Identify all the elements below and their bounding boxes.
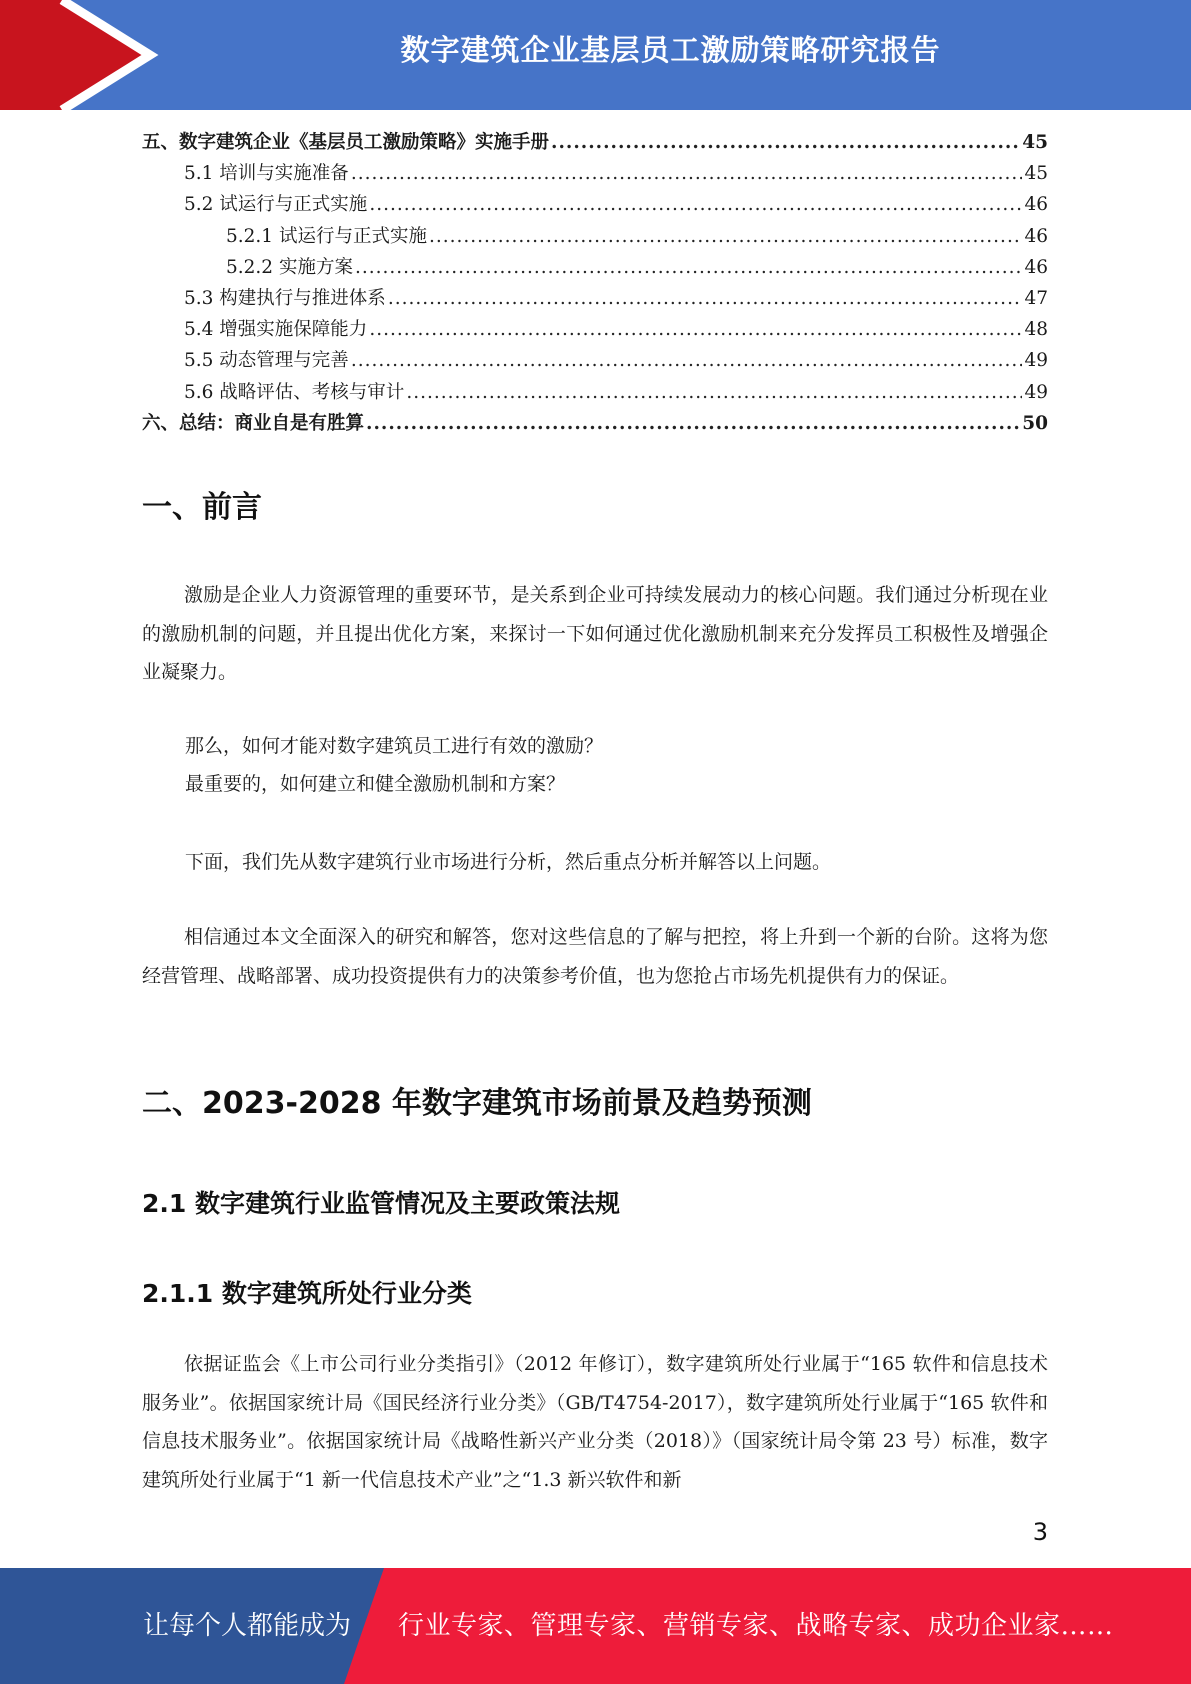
toc-entry[interactable] xyxy=(142,409,1048,440)
toc-entry-page: 46 xyxy=(1024,256,1048,278)
page-number: 3 xyxy=(1032,1518,1048,1546)
toc-entry[interactable] xyxy=(142,190,1048,221)
toc-entry-page: 49 xyxy=(1024,350,1048,372)
toc-entry-page: 45 xyxy=(1024,163,1048,185)
toc-entry-page: 46 xyxy=(1024,194,1048,216)
toc-entry-title: 5.2.2 实施方案 xyxy=(226,256,353,278)
toc-entry[interactable] xyxy=(142,315,1048,346)
toc-entry[interactable] xyxy=(142,378,1048,409)
toc-entry-title: 5.3 构建执行与推进体系 xyxy=(184,287,386,309)
toc-entry-page: 48 xyxy=(1024,319,1048,341)
preface-question-1: 那么，如何才能对数字建筑员工进行有效的激励？ xyxy=(185,735,604,757)
subsection-heading-2-1-1: 2.1.1 数字建筑所处行业分类 xyxy=(142,1279,472,1308)
toc-entry[interactable] xyxy=(142,346,1048,377)
section-heading-market: 二、2023-2028 年数字建筑市场前景及趋势预测 xyxy=(142,1086,812,1121)
toc-entry-page: 45 xyxy=(1022,132,1048,153)
toc-entry-title: 5.2 试运行与正式实施 xyxy=(184,194,368,216)
toc-leader-dots xyxy=(351,350,1023,371)
toc-leader-dots xyxy=(388,288,1023,309)
toc-entry-title: 六、总结：商业自是有胜算 xyxy=(142,412,365,434)
footer-slogan-left: 让每个人都能成为 xyxy=(143,1611,352,1641)
section-heading-preface: 一、前言 xyxy=(142,490,262,525)
toc-leader-dots xyxy=(351,163,1023,184)
toc-entry[interactable] xyxy=(142,222,1048,253)
toc-entry-page: 50 xyxy=(1022,412,1048,434)
toc-entry-page: 46 xyxy=(1024,225,1048,247)
preface-question-2: 最重要的，如何建立和健全激励机制和方案？ xyxy=(185,773,566,795)
toc-entry[interactable] xyxy=(142,159,1048,190)
toc-leader-dots xyxy=(355,257,1023,278)
footer-slogan-right: 行业专家、管理专家、营销专家、战略专家、成功企业家…… xyxy=(398,1611,1114,1641)
classification-paragraph: 依据证监会《上市公司行业分类指引》（2012 年修订），数字建筑所处行业属于“165 软件和信息技术服务业”。依据国家统计局《国民经济行业分类》（GB/T4754-2017），数字建筑所处行业属于“165 软件和信息技术服务业”。依据国家统计局《战略性新兴产业分类（2018）》（国家统计局令第 23 号）标准，数字建筑所处行业属于“1 新一代信息技术产业”之“1.3 新兴软件和新 xyxy=(142,1353,1048,1491)
toc-entry[interactable] xyxy=(142,284,1048,315)
subsection-heading-2-1: 2.1 数字建筑行业监管情况及主要政策法规 xyxy=(142,1189,620,1218)
toc-leader-dots xyxy=(406,382,1022,403)
toc-entry-title: 5.6 战略评估、考核与审计 xyxy=(184,381,405,403)
toc-entry-page: 47 xyxy=(1024,287,1048,309)
toc-entry-title: 五、数字建筑企业《基层员工激励策略》实施手册 xyxy=(142,132,550,153)
toc-leader-dots xyxy=(551,132,1020,153)
toc-leader-dots xyxy=(366,413,1020,434)
preface-paragraph-3: 相信通过本文全面深入的研究和解答，您对这些信息的了解与把控，将上升到一个新的台阶。这将为您经营管理、战略部署、成功投资提供有力的决策参考价值，也为您抢占市场先机提供有力的保证。 xyxy=(142,926,1048,987)
toc-leader-dots xyxy=(369,319,1022,340)
toc-entry-page: 49 xyxy=(1024,381,1048,403)
page-footer xyxy=(0,1568,1191,1684)
toc-entry-title: 5.4 增强实施保障能力 xyxy=(184,319,368,341)
toc-entry-title: 5.2.1 试运行与正式实施 xyxy=(226,225,427,247)
preface-paragraph-2: 下面，我们先从数字建筑行业市场进行分析，然后重点分析并解答以上问题。 xyxy=(185,851,832,873)
toc-entry[interactable] xyxy=(142,128,1048,159)
toc-leader-dots xyxy=(369,194,1022,215)
toc-leader-dots xyxy=(429,226,1022,247)
preface-paragraph-1: 激励是企业人力资源管理的重要环节，是关系到企业可持续发展动力的核心问题。我们通过分析现在业的激励机制的问题，并且提出优化方案，来探讨一下如何通过优化激励机制来充分发挥员工积极性及增强企业凝聚力。 xyxy=(142,584,1048,683)
toc-entry-title: 5.5 动态管理与完善 xyxy=(184,350,349,372)
toc-entry-title: 5.1 培训与实施准备 xyxy=(184,163,349,185)
toc-entry[interactable] xyxy=(142,253,1048,284)
table-of-contents xyxy=(142,128,1048,440)
page-header xyxy=(0,0,1191,110)
header-title: 数字建筑企业基层员工激励策略研究报告 xyxy=(400,33,941,67)
